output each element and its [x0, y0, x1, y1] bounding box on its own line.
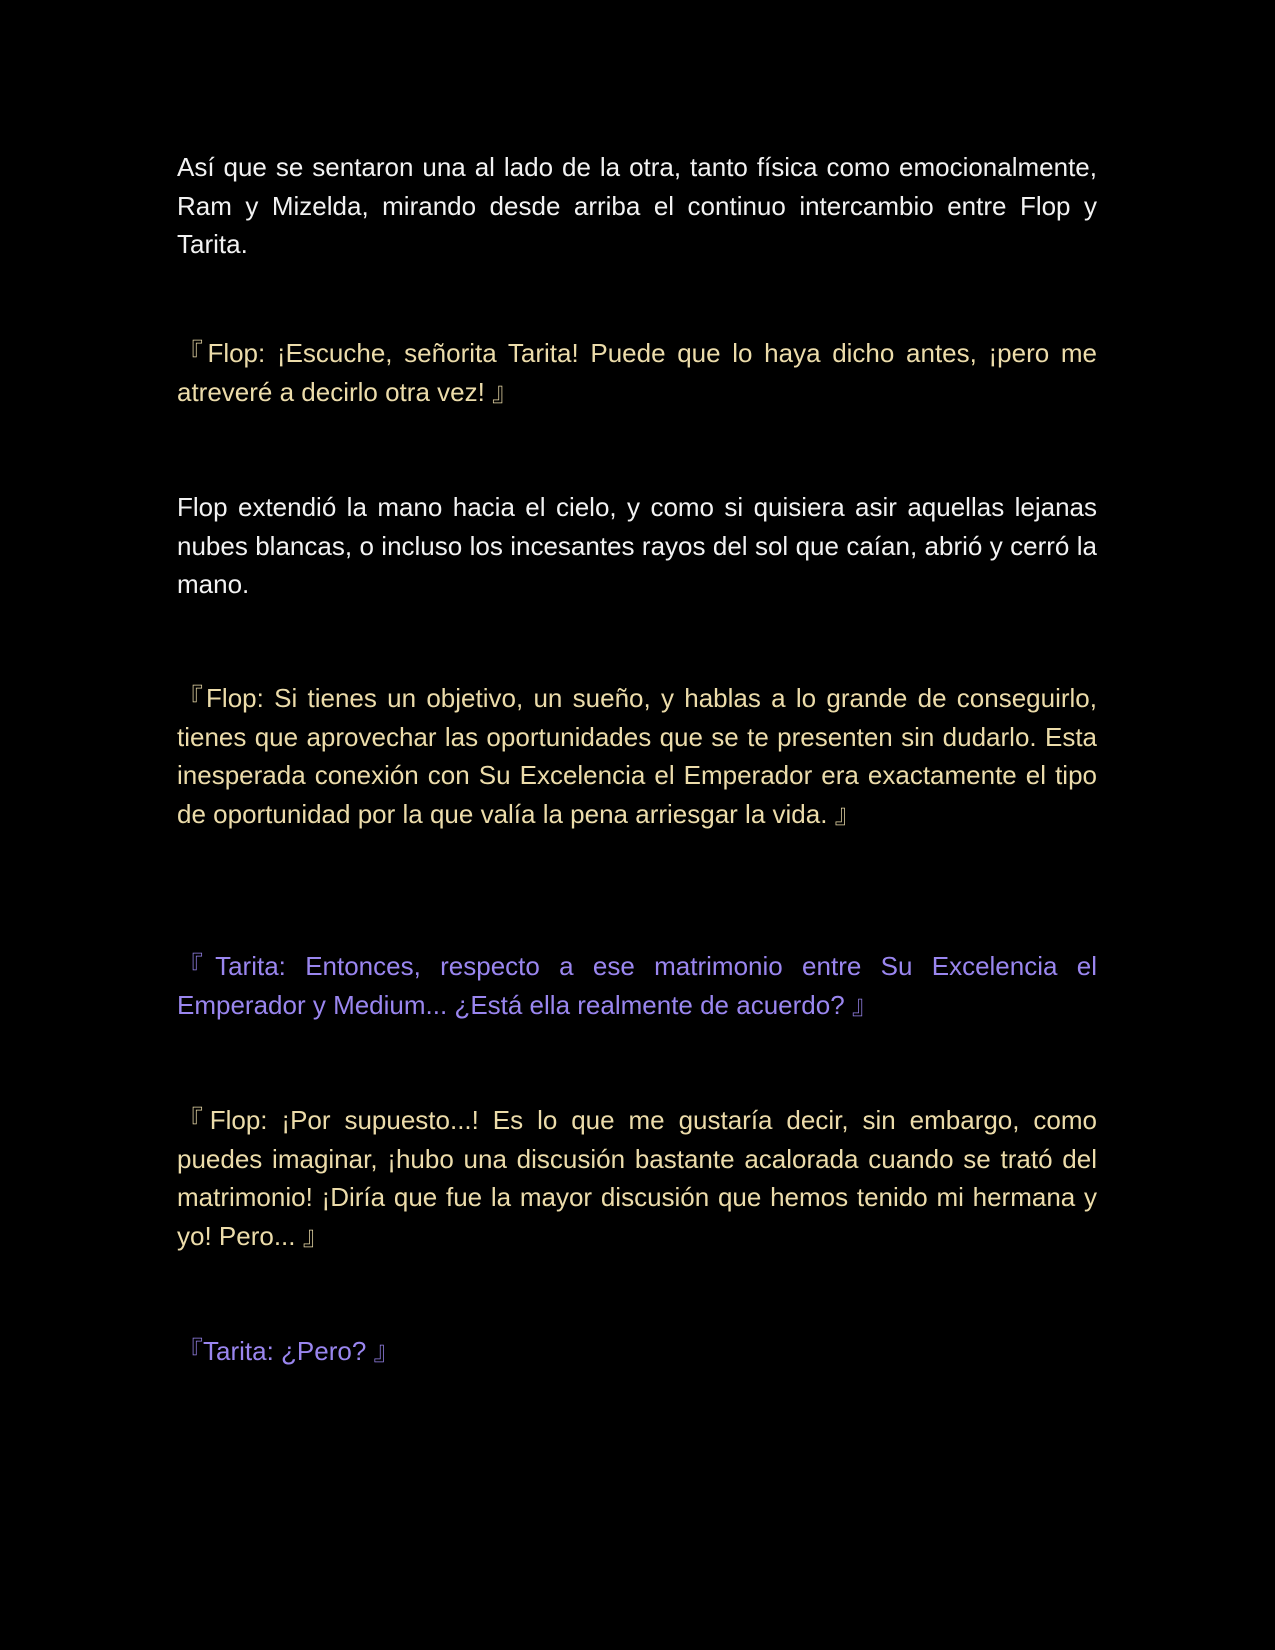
tarita-dialogue-2: 『Tarita: ¿Pero? 』	[177, 1336, 400, 1366]
flop-dialogue-2: 『Flop: Si tienes un objetivo, un sueño, y hablas a lo grande de conseguirlo, tienes que aprovechar las oportunidades que se te presenten sin dudarlo. Esta inesperada conexión con Su Excelencia el Emperador era exactamente el tipo de oportunidad por la que valía la pena arriesgar la vida. 』	[177, 683, 1097, 829]
flop-dialogue-3: 『Flop: ¡Por supuesto...! Es lo que me gustaría decir, sin embargo, como puedes imaginar, ¡hubo una discusión bastante acalorada cuando se trató del matrimonio! ¡Diría que fue la mayor discusión que hemos tenido mi hermana y yo! Pero... 』	[177, 1105, 1097, 1251]
narration-paragraph-1: Así que se sentaron una al lado de la otra, tanto física como emocionalmente, Ram y Mizelda, mirando desde arriba el continuo intercambio entre Flop y Tarita.	[177, 152, 1097, 259]
narration-paragraph-2: Flop extendió la mano hacia el cielo, y como si quisiera asir aquellas lejanas nubes blancas, o incluso los incesantes rayos del sol que caían, abrió y cerró la mano.	[177, 492, 1097, 599]
tarita-dialogue-1: 『Tarita: Entonces, respecto a ese matrimonio entre Su Excelencia el Emperador y Medium... ¿Está ella realmente de acuerdo? 』	[177, 951, 1097, 1020]
flop-dialogue-1: 『Flop: ¡Escuche, señorita Tarita! Puede que lo haya dicho antes, ¡pero me atreveré a decirlo otra vez! 』	[177, 338, 1097, 407]
